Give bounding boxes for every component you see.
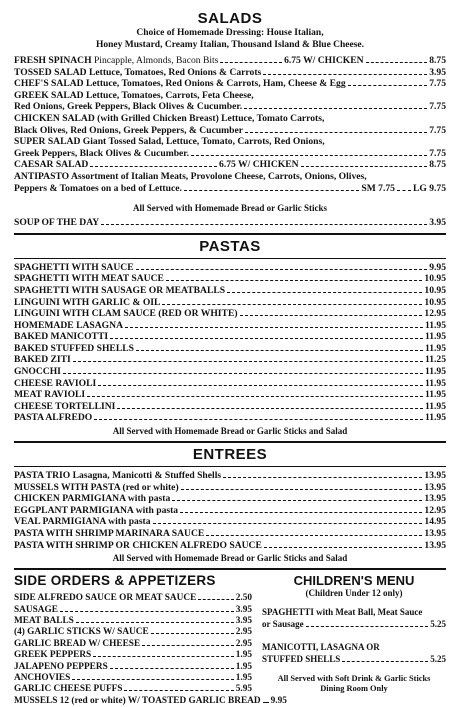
sides-list: [14, 593, 287, 707]
pasta-list: [14, 262, 446, 424]
menu-item-super-salad: Greek Peppers, Black Olives & Cucumber. 7.75: [14, 147, 446, 159]
kids-item-spaghetti: or Sausage 5.25: [262, 618, 446, 629]
menu-item: ANCHOVIES 1.95: [14, 673, 252, 684]
menu-item-fresh-spinach: FRESH SPINACH Pincapple, Almonds, Bacon Bits 6.75 W/ CHICKEN 8.75: [14, 55, 447, 66]
menu-item: PASTA TRIO Lasagna, Manicotti & Stuffed Shells 13.95: [14, 470, 446, 482]
menu-item: SPAGHETTI WITH SAUCE 9.95: [14, 261, 446, 273]
menu-item: GARLIC CHEESE PUFFS 5.95: [14, 684, 252, 695]
dressing-note: Choice of Homemade Dressing: House Italian, Honey Mustard, Creamy Italian, Thousand Island & Blue Cheese.: [95, 28, 365, 50]
menu-item-chicken-salad: Black Olives, Red Onions, Greek Peppers, & Cucumber 7.75: [14, 124, 446, 136]
menu-item: GARLIC BREAD W/ CHEESE 2.95: [14, 638, 252, 649]
menu-item: SPAGHETTI WITH MEAT SAUCE 10.95: [14, 273, 446, 285]
entree-list: [14, 470, 446, 551]
sides-title: SIDE ORDERS & APPETIZERS: [14, 573, 216, 589]
menu-item: BAKED ZITI 11.25: [14, 354, 446, 366]
menu-item: BAKED MANICOTTI 11.95: [14, 331, 446, 343]
kids-item-manicotti: STUFFED SHELLS 5.25: [262, 653, 446, 664]
menu-item: LINGUINI WITH CLAM SAUCE (RED OR WHITE) 12.95: [14, 308, 446, 320]
menu-item: HOMEMADE LASAGNA 11.95: [14, 319, 446, 331]
menu-item: SAUSAGE 3.95: [14, 604, 252, 615]
menu-item-tossed-salad: TOSSED SALAD Lettuce, Tomatoes, Red Onions & Carrots 3.95: [14, 66, 446, 78]
menu-item: CHEESE TORTELLINI 11.95: [14, 400, 446, 412]
menu-item: MEAT RAVIOLI 11.95: [14, 389, 446, 401]
kids-note: All Served with Soft Drink & Garlic Sticks Dining Room Only: [277, 673, 431, 693]
menu-item: MUSSELS 12 (red or white) W/ TOASTED GARLIC BREAD 9.95: [14, 695, 287, 706]
menu-item-chicken-salad-line1: CHICKEN SALAD (with Grilled Chicken Breast) Lettuce, Tomato Carrots,: [14, 112, 325, 124]
salads-title: SALADS: [197, 10, 263, 27]
menu-item-antipasto: Peppers & Tomatoes on a bed of Lettuce. SM 7.75 LG 9.75: [14, 182, 446, 194]
menu-item-soup-of-the-day: SOUP OF THE DAY 3.95: [14, 217, 446, 229]
menu-item: BAKED STUFFED SHELLS 11.95: [14, 342, 446, 354]
menu-item: SIDE ALFREDO SAUCE OR MEAT SAUCE 2.50: [14, 593, 252, 604]
menu-item: GNOCCHI 11.95: [14, 366, 446, 378]
kids-title: CHILDREN'S MENU: [293, 573, 415, 589]
menu-item: VEAL PARMIGIANA with pasta 14.95: [14, 516, 446, 528]
menu-item: JALAPENO PEPPERS 1.95: [14, 661, 252, 672]
menu-item-chefs-salad: CHEF'S SALAD Lettuce, Tomatoes, Red Onions & Carrots, Ham, Cheese & Egg 7.75: [14, 78, 446, 90]
section-divider: [14, 568, 446, 570]
menu-item: PASTA WITH SHRIMP OR CHICKEN ALFREDO SAUCE 13.95: [14, 539, 446, 551]
menu-item: GREEK PEPPERS 1.95: [14, 650, 252, 661]
kids-subtitle: (Children Under 12 only): [305, 588, 403, 599]
menu-item: PASTA ALFREDO 11.95: [14, 412, 446, 424]
menu-item-antipasto-line1: ANTIPASTO Assortment of Italian Meats, Provolone Cheese, Carrots, Onions, Olives,: [14, 170, 367, 182]
menu-item: CHICKEN PARMIGIANA with pasta 13.95: [14, 493, 446, 505]
salads-served-note: All Served with Homemade Bread or Garlic Sticks: [133, 203, 327, 214]
menu-item: LINGUINI WITH GARLIC & OIL 10.95: [14, 296, 446, 308]
sides-column: [14, 573, 287, 707]
pastas-served-note: All Served with Homemade Bread or Garlic Sticks and Salad: [112, 426, 348, 437]
pastas-title: PASTAS: [199, 237, 261, 255]
menu-item-greek-salad: Red Onions, Greek Peppers, Black Olives & Cucumber. 7.75: [14, 101, 446, 113]
menu-item-caesar-salad: CAESAR SALAD 6.75 W/ CHICKEN 8.75: [14, 159, 446, 171]
kids-item-manicotti-line1: MANICOTTI, LASAGNA OR: [262, 642, 380, 653]
kids-item-spaghetti-line1: SPAGHETTI with Meat Ball, Meat Sauce: [262, 607, 423, 618]
entrees-title: ENTREES: [192, 446, 268, 464]
menu-item-greek-salad-line1: GREEK SALAD Lettuce, Tomatoes, Carrots, Feta Cheese,: [14, 89, 254, 101]
menu-item: (4) GARLIC STICKS W/ SAUCE 2.95: [14, 627, 252, 638]
menu-item: EGGPLANT PARMIGIANA with pasta 12.95: [14, 504, 446, 516]
menu-item: MUSSELS WITH PASTA (red or white) 13.95: [14, 481, 446, 493]
section-divider: [14, 233, 446, 235]
bottom-section: [14, 573, 446, 707]
menu-item: SPAGHETTI WITH SAUSAGE OR MEATBALLS 10.95: [14, 284, 446, 296]
menu-item-super-salad-line1: SUPER SALAD Giant Tossed Salad, Lettuce, Tomato, Carrots, Red Onions,: [14, 136, 325, 148]
section-divider: [14, 466, 446, 467]
menu-item: MEAT BALLS 3.95: [14, 616, 252, 626]
section-divider: [14, 258, 446, 259]
menu-item: CHEESE RAVIOLI 11.95: [14, 377, 446, 389]
entrees-served-note: All Served with Homemade Bread or Garlic Sticks and Salad: [112, 553, 348, 564]
kids-column: [262, 573, 446, 707]
menu-item: PASTA WITH SHRIMP MARINARA SAUCE 13.95: [14, 528, 446, 539]
section-divider: [14, 441, 446, 443]
